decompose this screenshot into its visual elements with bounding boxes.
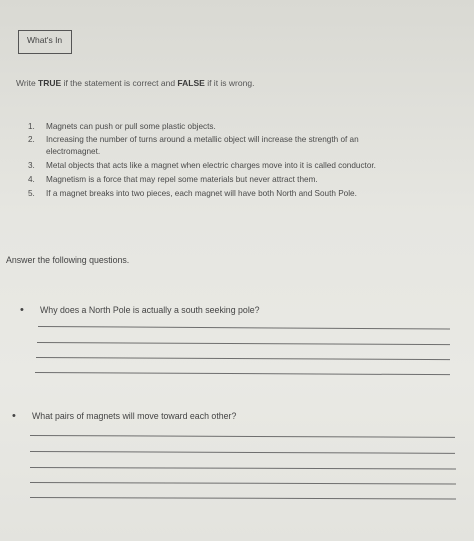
statement-item: [28, 160, 376, 172]
statement-item: [28, 121, 216, 133]
statement-item: [28, 174, 318, 186]
statement-text: If a magnet breaks into two pieces, each magnet will have both North and South Pole.: [46, 189, 357, 198]
instruction-text: [16, 78, 254, 88]
answer-line[interactable]: [30, 482, 456, 484]
section-label: What's In: [27, 35, 63, 45]
answer-heading: Answer the following questions.: [6, 255, 130, 265]
answer-line[interactable]: [35, 372, 450, 375]
statement-number: 3.: [28, 161, 35, 170]
statement-number: 2.: [28, 135, 35, 144]
question-text: What pairs of magnets will move toward each other?: [32, 411, 237, 421]
statement-number: 5.: [28, 189, 35, 198]
statement-number: 1.: [28, 122, 35, 131]
answer-line[interactable]: [37, 342, 450, 345]
statement-item: [28, 188, 357, 200]
statement-item: [28, 134, 359, 158]
instruction-post: if it is wrong.: [204, 78, 255, 88]
statement-text: Metal objects that acts like a magnet when electric charges move into it is called conductor.: [46, 161, 376, 170]
answer-line[interactable]: [30, 467, 456, 469]
answer-line[interactable]: [30, 435, 455, 438]
bullet-icon: •: [12, 410, 16, 422]
question-item: [20, 304, 260, 316]
instruction-pre: Write: [16, 78, 39, 88]
statement-text: Increasing the number of turns around a metallic object will increase the strength of an: [46, 135, 359, 144]
answer-line[interactable]: [36, 357, 450, 360]
question-text: Why does a North Pole is actually a south seeking pole?: [40, 305, 260, 315]
answer-line[interactable]: [30, 451, 455, 454]
instruction-mid: if the statement is correct and: [61, 78, 178, 88]
bullet-icon: •: [20, 304, 24, 316]
question-item: [12, 410, 236, 422]
statement-text: Magnets can push or pull some plastic objects.: [46, 122, 216, 131]
instruction-true-word: TRUE: [38, 78, 62, 88]
section-label-box: [18, 30, 72, 54]
statement-number: 4.: [28, 175, 35, 184]
statement-text-continued: electromagnet.: [46, 147, 101, 156]
instruction-false-word: FALSE: [177, 78, 205, 88]
answer-line[interactable]: [38, 326, 450, 330]
answer-line[interactable]: [30, 497, 456, 499]
statement-text: Magnetism is a force that may repel some materials but never attract them.: [46, 175, 318, 184]
